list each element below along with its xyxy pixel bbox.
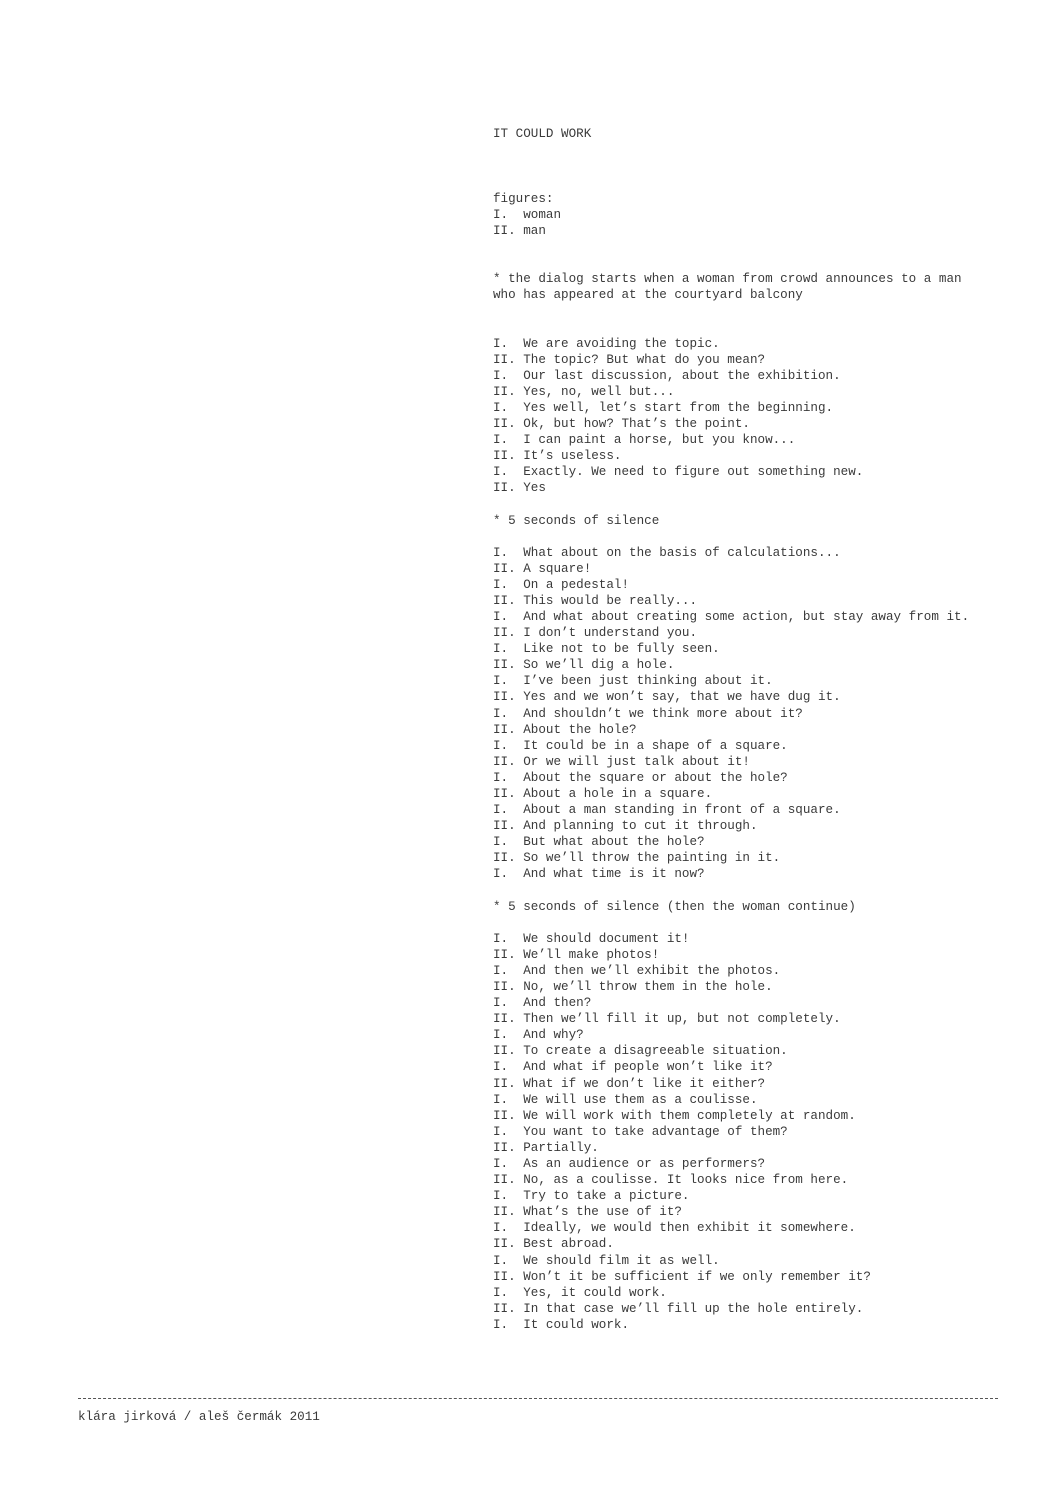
dialog-line: I. Try to take a picture.: [493, 1189, 690, 1204]
dialog-line: II. Yes and we won’t say, that we have dug it.: [493, 690, 841, 705]
dialog-line: II. I don’t understand you.: [493, 626, 698, 641]
dialog-line: I. It could work.: [493, 1317, 630, 1332]
dialog-line: II. Ok, but how? That’s the point.: [493, 417, 750, 432]
dialog-line: I. We should film it as well.: [493, 1253, 720, 1268]
intro-line: * the dialog starts when a woman from crowd announces to a man: [493, 272, 962, 287]
page-title: IT COULD WORK: [493, 127, 592, 141]
script-text: [493, 126, 1033, 1333]
figures-heading: figures:: [493, 192, 554, 207]
dialog-line: II. Yes, no, well but...: [493, 384, 675, 399]
dialog-line: I. And shouldn’t we think more about it?: [493, 706, 803, 721]
figure-item: I. woman: [493, 208, 562, 223]
dialog-line: II. A square!: [493, 561, 592, 576]
dialog-line: II. No, we’ll throw them in the hole.: [493, 979, 773, 994]
intro-note: [493, 271, 1033, 303]
dialog-line: II. And planning to cut it through.: [493, 819, 758, 834]
dialog-line: I. As an audience or as performers?: [493, 1156, 766, 1171]
dialog-line: I. It could be in a shape of a square.: [493, 738, 788, 753]
dialog-line: I. You want to take advantage of them?: [493, 1124, 788, 1139]
dialog-block-3: [493, 931, 1033, 1333]
dialog-line: I. Ideally, we would then exhibit it somewhere.: [493, 1221, 856, 1236]
dialog-line: I. Yes well, let’s start from the beginning.: [493, 400, 834, 415]
dialog-line: I. And what about creating some action, but stay away from it.: [493, 609, 970, 624]
dialog-line: II. The topic? But what do you mean?: [493, 352, 766, 367]
dialog-line: II. What’s the use of it?: [493, 1205, 682, 1220]
dialog-line: II. We will work with them completely at random.: [493, 1108, 856, 1123]
dialog-line: I. And what time is it now?: [493, 867, 705, 882]
dialog-line: I. We are avoiding the topic.: [493, 336, 720, 351]
dialog-line: I. Exactly. We need to figure out something new.: [493, 465, 864, 480]
dialog-line: I. Like not to be fully seen.: [493, 642, 720, 657]
stage-note-silence-continue: * 5 seconds of silence (then the woman continue): [493, 899, 856, 914]
dialog-line: II. Best abroad.: [493, 1237, 614, 1252]
dialog-line: II. Partially.: [493, 1140, 599, 1155]
dialog-line: II. To create a disagreeable situation.: [493, 1044, 788, 1059]
footer-credits: klára jirková / aleš čermák 2011: [78, 1410, 320, 1424]
dialog-line: II. So we’ll dig a hole.: [493, 658, 675, 673]
dialog-line: I. And then we’ll exhibit the photos.: [493, 963, 781, 978]
intro-line: who has appeared at the courtyard balcony: [493, 288, 803, 303]
dialog-block-1: [493, 336, 1033, 497]
dialog-line: II. No, as a coulisse. It looks nice from here.: [493, 1173, 849, 1188]
dialog-line: I. And what if people won’t like it?: [493, 1060, 773, 1075]
dialog-line: I. And then?: [493, 996, 592, 1011]
dialog-line: I. Our last discussion, about the exhibition.: [493, 368, 841, 383]
dialog-line: I. We will use them as a coulisse.: [493, 1092, 758, 1107]
dialog-line: I. We should document it!: [493, 931, 690, 946]
dialog-line: I. I can paint a horse, but you know...: [493, 433, 796, 448]
dialog-line: II. Yes: [493, 481, 546, 496]
dialog-line: I. I’ve been just thinking about it.: [493, 674, 773, 689]
dialog-line: I. On a pedestal!: [493, 577, 630, 592]
dialog-line: II. What if we don’t like it either?: [493, 1076, 766, 1091]
dialog-block-2: [493, 545, 1033, 883]
dialog-line: I. And why?: [493, 1028, 584, 1043]
dialog-line: II. About the hole?: [493, 722, 637, 737]
dialog-line: I. About the square or about the hole?: [493, 770, 788, 785]
dialog-line: II. Won’t it be sufficient if we only remember it?: [493, 1269, 871, 1284]
dialog-line: I. What about on the basis of calculations...: [493, 545, 841, 560]
dialog-line: II. We’ll make photos!: [493, 947, 660, 962]
dialog-line: II. So we’ll throw the painting in it.: [493, 851, 781, 866]
figures-section: [493, 191, 1033, 239]
figure-item: II. man: [493, 224, 546, 239]
dialog-line: I. But what about the hole?: [493, 835, 705, 850]
dialog-line: II. It’s useless.: [493, 449, 622, 464]
dialog-line: II. Then we’ll fill it up, but not completely.: [493, 1012, 841, 1027]
dialog-line: II. This would be really...: [493, 593, 698, 608]
dialog-line: II. In that case we’ll fill up the hole entirely.: [493, 1301, 864, 1316]
dialog-line: II. About a hole in a square.: [493, 787, 713, 801]
dialog-line: II. Or we will just talk about it!: [493, 754, 750, 769]
footer-divider: [78, 1398, 998, 1399]
dialog-line: I. About a man standing in front of a square.: [493, 803, 841, 818]
stage-note-silence: * 5 seconds of silence: [493, 513, 660, 528]
dialog-line: I. Yes, it could work.: [493, 1285, 667, 1300]
